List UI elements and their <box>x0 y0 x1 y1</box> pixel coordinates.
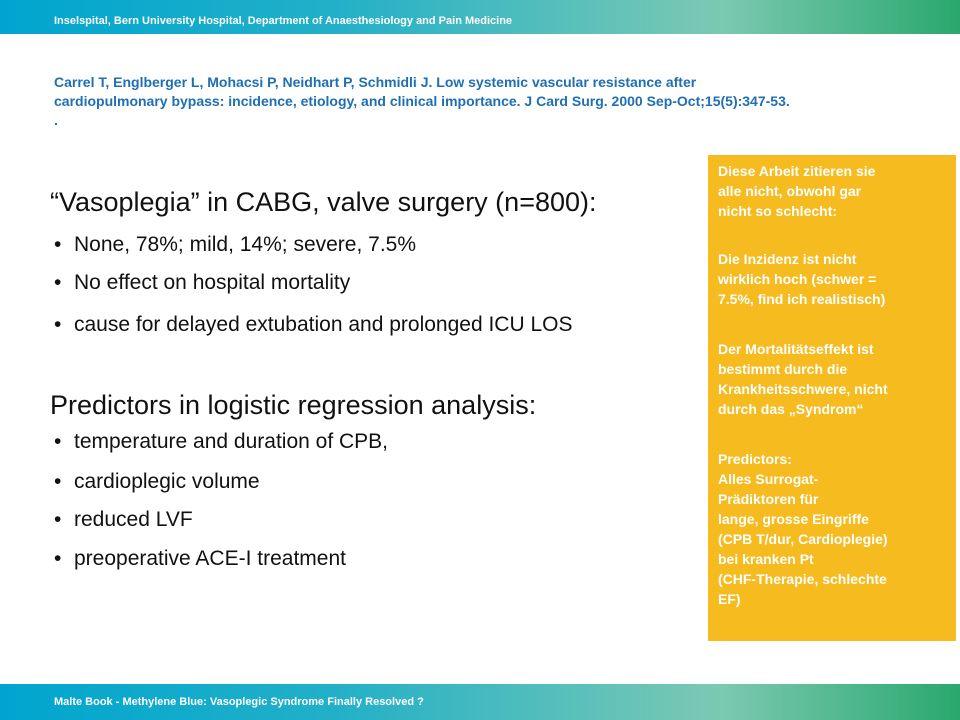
section1-bullet <box>54 233 416 257</box>
annotation-note-box <box>708 155 956 641</box>
citation <box>54 73 934 130</box>
section1-heading: “Vasoplegia” in CABG, valve surgery (n=800): <box>50 187 597 217</box>
note-line: (CPB T/dur, Cardioplegie) <box>718 531 888 547</box>
note-line: lange, grosse Eingriffe <box>718 511 869 527</box>
section2-bullet <box>54 470 260 494</box>
section1-bullet <box>54 271 350 295</box>
bullet-marker: • <box>54 233 62 256</box>
bullet-text: cardioplegic volume <box>74 470 260 493</box>
bullet-text: No effect on hospital mortality <box>74 271 351 294</box>
note-line: Alles Surrogat- <box>718 471 819 487</box>
bullet-marker: • <box>54 430 62 453</box>
note-line: bei kranken Pt <box>718 551 814 567</box>
section2-bullet <box>54 430 388 454</box>
note-line: (CHF-Therapie, schlechte <box>718 571 887 587</box>
note-line: nicht so schlecht: <box>718 203 838 219</box>
note-line: Krankheitsschwere, nicht <box>718 381 888 397</box>
note-line: Predictors: <box>718 451 792 467</box>
bullet-marker: • <box>54 470 62 493</box>
note-line: 7.5%, find ich realistisch) <box>718 291 886 307</box>
bullet-text: cause for delayed extubation and prolonged ICU LOS <box>74 313 573 336</box>
citation-line: cardiopulmonary bypass: incidence, etiology, and clinical importance. J Card Surg. 2000 Sep-Oct;15(5):347-53. <box>54 93 790 109</box>
section2-bullet <box>54 547 346 571</box>
bullet-text: temperature and duration of CPB, <box>74 430 389 453</box>
citation-line: Carrel T, Englberger L, Mohacsi P, Neidhart P, Schmidli J. Low systemic vascular resistance after <box>54 74 697 90</box>
bullet-text: preoperative ACE-I treatment <box>74 547 346 570</box>
bullet-marker: • <box>54 508 62 531</box>
section1-bullet <box>54 313 573 337</box>
footer-bar <box>0 684 960 720</box>
section2-bullet <box>54 508 193 532</box>
bullet-marker: • <box>54 271 62 294</box>
bullet-text: reduced LVF <box>74 508 193 531</box>
note-line: alle nicht, obwohl gar <box>718 183 862 199</box>
note-line: EF) <box>718 591 741 607</box>
note-line: wirklich hoch (schwer = <box>718 271 877 287</box>
note-line: bestimmt durch die <box>718 361 848 377</box>
bullet-marker: • <box>54 547 62 570</box>
note-line: Prädiktoren für <box>718 491 819 507</box>
header-bar <box>0 0 960 34</box>
note-line: Diese Arbeit zitieren sie <box>718 163 876 179</box>
section2-heading: Predictors in logistic regression analysis: <box>50 390 537 420</box>
note-line: Die Inzidenz ist nicht <box>718 251 857 267</box>
header-text: Inselspital, Bern University Hospital, Department of Anaesthesiology and Pain Medicine <box>54 15 513 27</box>
bullet-marker: • <box>54 313 62 336</box>
bullet-text: None, 78%; mild, 14%; severe, 7.5% <box>74 233 417 256</box>
footer-text: Malte Book - Methylene Blue: Vasoplegic Syndrome Finally Resolved ? <box>54 696 424 708</box>
note-line: Der Mortalitätseffekt ist <box>718 341 874 357</box>
note-line: durch das „Syndrom“ <box>718 401 864 417</box>
citation-line: . <box>54 112 58 128</box>
